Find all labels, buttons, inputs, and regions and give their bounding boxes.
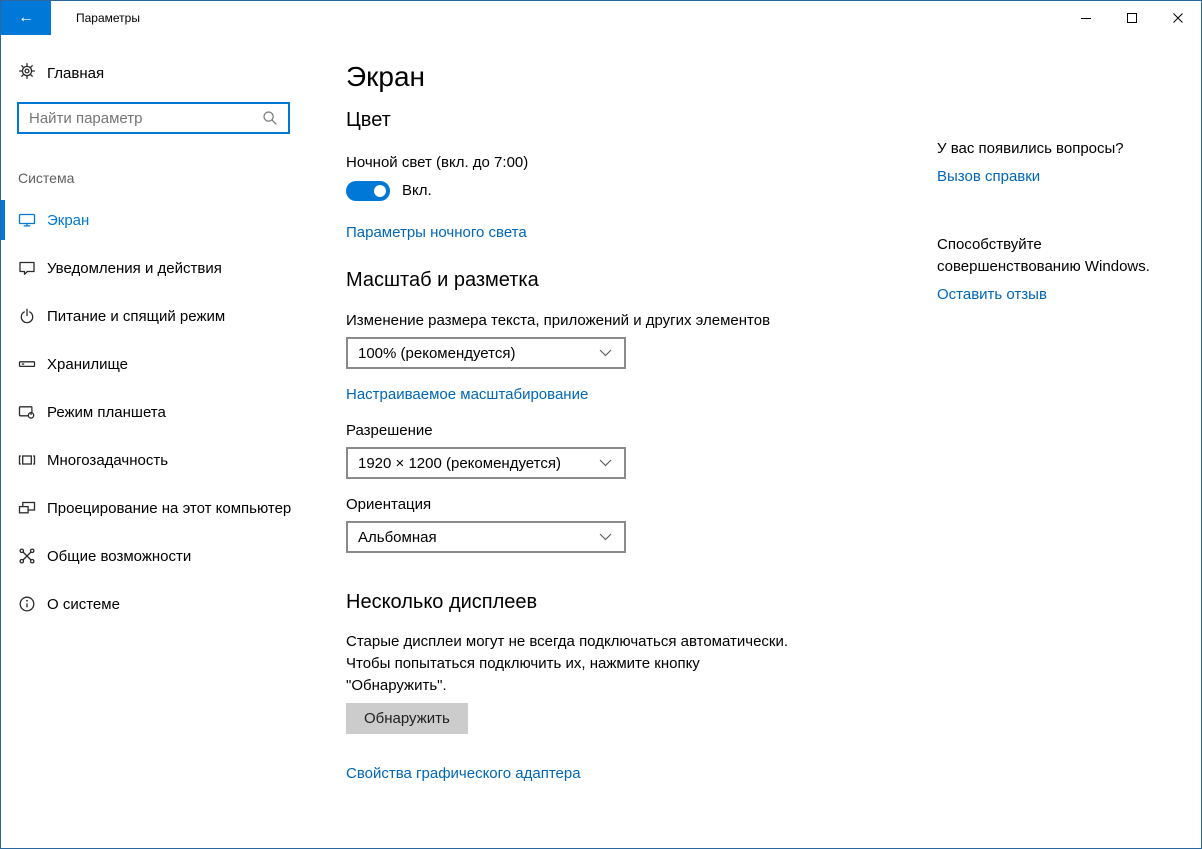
multitasking-icon [18,451,36,469]
back-button[interactable] [1,1,51,35]
maximize-icon [1126,12,1138,24]
tablet-mode-icon [18,403,36,421]
sidebar-item-tablet-mode[interactable] [1,390,306,434]
multi-display-description: Старые дисплеи могут не всегда подключаться автоматически. Чтобы попытаться подключить их, нажмите кнопку "Обнаружить". [346,633,789,694]
search-box[interactable] [17,102,290,134]
sidebar-item-notifications[interactable] [1,246,306,290]
sidebar-item-label: Хранилище [47,355,128,373]
multi-display-section-title: Несколько дисплеев [346,591,538,613]
shared-experiences-icon [18,547,36,565]
sidebar-item-label: Проецирование на этот компьютер [47,499,292,517]
resolution-dropdown-value: 1920 × 1200 (рекомендуется) [358,454,561,472]
search-icon [262,110,288,126]
resolution-dropdown[interactable] [346,447,626,479]
sidebar-item-about[interactable] [1,582,306,626]
sidebar-item-label: Экран [47,211,90,229]
sidebar-item-multitasking[interactable] [1,438,306,482]
help-question-title: У вас появились вопросы? [937,140,1124,157]
chevron-down-icon [599,533,612,541]
night-light-settings-link[interactable]: Параметры ночного света [346,224,527,241]
titlebar-spacer [140,1,1063,35]
sidebar-item-label: Уведомления и действия [47,259,222,277]
orientation-dropdown-value: Альбомная [358,528,437,546]
sidebar-home-label: Главная [47,64,105,82]
feedback-link[interactable]: Оставить отзыв [937,286,1047,303]
sidebar-item-display[interactable] [1,198,306,242]
sidebar-item-label: Режим планшета [47,403,166,421]
chevron-down-icon [599,349,612,357]
help-column [937,138,1175,306]
monitor-icon [18,211,36,229]
window-title: Параметры [76,11,140,25]
projecting-icon [18,499,36,517]
sidebar-item-projecting[interactable] [1,486,306,530]
notifications-icon [18,259,36,277]
chevron-down-icon [599,459,612,467]
page-title: Экран [346,61,425,92]
sidebar-item-home[interactable] [1,53,306,93]
custom-scaling-link[interactable]: Настраиваемое масштабирование [346,386,589,403]
color-section-title: Цвет [346,109,391,131]
resolution-label: Разрешение [346,422,433,439]
night-light-toggle[interactable] [346,181,390,201]
sidebar-item-label: Питание и спящий режим [47,307,226,325]
sidebar-section-label: Система [18,170,75,186]
scale-dropdown-value: 100% (рекомендуется) [358,344,516,362]
title-bar [1,1,1201,35]
maximize-button[interactable] [1109,1,1155,35]
scale-dropdown[interactable] [346,337,626,369]
get-help-link[interactable]: Вызов справки [937,168,1041,185]
toggle-state-label: Вкл. [402,182,432,199]
close-button[interactable] [1155,1,1201,35]
gear-icon [18,62,36,84]
detect-button[interactable]: Обнаружить [346,703,468,734]
arrow-left-icon: ← [18,9,34,26]
sidebar-item-label: Общие возможности [47,547,192,565]
sidebar-item-label: Многозадачность [47,451,169,469]
close-icon [1172,12,1184,24]
search-input[interactable] [19,110,262,127]
feedback-title: Способствуйте совершенствованию Windows. [937,236,1150,275]
info-icon [18,595,36,613]
minimize-button[interactable] [1063,1,1109,35]
sidebar [1,35,306,848]
toggle-knob [374,185,386,197]
adapter-properties-link[interactable]: Свойства графического адаптера [346,765,581,782]
scale-section-title: Масштаб и разметка [346,269,539,291]
power-icon [18,307,36,325]
sidebar-item-power-sleep[interactable] [1,294,306,338]
night-light-label: Ночной свет (вкл. до 7:00) [346,154,529,171]
orientation-label: Ориентация [346,496,432,513]
storage-icon [18,355,36,373]
minimize-icon [1080,12,1092,24]
sidebar-item-shared-experiences[interactable] [1,534,306,578]
orientation-dropdown[interactable] [346,521,626,553]
sidebar-item-label: О системе [47,595,120,613]
scale-label: Изменение размера текста, приложений и других элементов [346,312,771,329]
app-body [1,35,1201,848]
sidebar-item-storage[interactable] [1,342,306,386]
